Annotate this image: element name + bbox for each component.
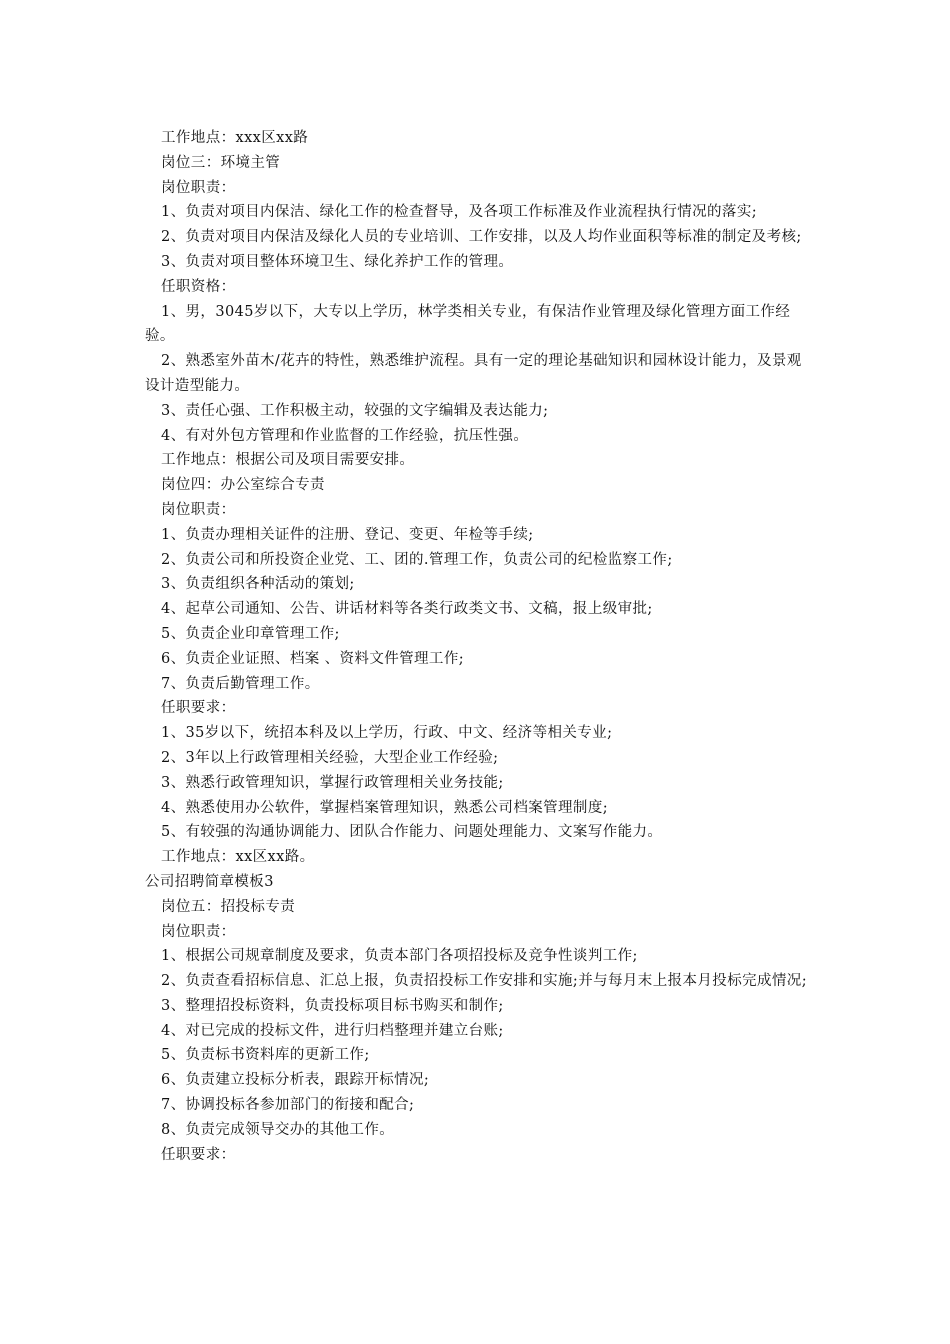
requirements-heading: 任职要求： <box>161 1146 236 1163</box>
duty-item: 4、起草公司通知、公告、讲话材料等各类行政类文书、文稿，报上级审批; <box>161 601 653 618</box>
work-location-line: 工作地点：xx区xx路。 <box>161 849 315 866</box>
qualification-item: 4、有对外包方管理和作业监督的工作经验，抗压性强。 <box>161 427 529 444</box>
document-body <box>145 126 810 1167</box>
work-location-line: 工作地点：xxx区xx路 <box>161 130 309 146</box>
qualification-item: 2、熟悉室外苗木/花卉的特性，熟悉维护流程。具有一定的理论基础知识和园林设计能力，及景观设计造型能力。 <box>145 353 802 394</box>
duty-item: 1、根据公司规章制度及要求，负责本部门各项招投标及竞争性谈判工作; <box>161 948 638 965</box>
duty-item: 3、负责对项目整体环境卫生、绿化养护工作的管理。 <box>161 253 514 270</box>
requirements-heading: 任职要求： <box>161 700 236 717</box>
duty-item: 1、负责办理相关证件的注册、登记、变更、年检等手续; <box>161 526 534 543</box>
requirement-item: 1、35岁以下，统招本科及以上学历，行政、中文、经济等相关专业; <box>161 725 613 742</box>
duties-heading: 岗位职责： <box>161 179 236 196</box>
qualification-item: 3、责任心强、工作积极主动，较强的文字编辑及表达能力; <box>161 402 549 419</box>
duty-item: 3、负责组织各种活动的策划; <box>161 576 355 593</box>
duty-item: 2、负责查看招标信息、汇总上报，负责招投标工作安排和实施;并与每月末上报本月投标完成情况; <box>161 973 807 990</box>
duty-item: 1、负责对项目内保洁、绿化工作的检查督导，及各项工作标准及作业流程执行情况的落实; <box>161 204 758 221</box>
duty-item: 2、负责公司和所投资企业党、工、团的.管理工作，负责公司的纪检监察工作; <box>161 551 673 568</box>
qualifications-heading: 任职资格： <box>161 278 236 295</box>
duty-item: 6、负责企业证照、档案 、资料文件管理工作; <box>161 650 465 667</box>
requirement-item: 4、熟悉使用办公软件，掌握档案管理知识，熟悉公司档案管理制度; <box>161 799 609 816</box>
work-location-line: 工作地点：根据公司及项目需要安排。 <box>161 452 415 469</box>
template-heading: 公司招聘简章模板3 <box>145 873 274 890</box>
position-five-title: 岗位五：招投标专责 <box>161 898 296 915</box>
duty-item: 8、负责完成领导交办的其他工作。 <box>161 1121 395 1138</box>
duty-item: 6、负责建立投标分析表，跟踪开标情况; <box>161 1072 430 1089</box>
duty-item: 2、负责对项目内保洁及绿化人员的专业培训、工作安排，以及人均作业面积等标准的制定及考核; <box>161 229 802 246</box>
requirement-item: 5、有较强的沟通协调能力、团队合作能力、问题处理能力、文案写作能力。 <box>161 824 663 841</box>
duty-item: 5、负责企业印章管理工作; <box>161 625 340 642</box>
requirement-item: 3、熟悉行政管理知识，掌握行政管理相关业务技能; <box>161 774 504 791</box>
duty-item: 7、负责后勤管理工作。 <box>161 675 320 692</box>
duties-heading: 岗位职责： <box>161 501 236 518</box>
requirement-item: 2、3年以上行政管理相关经验，大型企业工作经验; <box>161 749 499 766</box>
duty-item: 5、负责标书资料库的更新工作; <box>161 1047 370 1064</box>
duty-item: 7、协调投标各参加部门的衔接和配合; <box>161 1097 415 1114</box>
position-four-title: 岗位四：办公室综合专责 <box>161 477 325 494</box>
position-three-title: 岗位三：环境主管 <box>161 154 281 171</box>
duties-heading: 岗位职责： <box>161 923 236 940</box>
duty-item: 4、对已完成的投标文件，进行归档整理并建立台账; <box>161 1022 504 1039</box>
qualification-item: 1、男，3045岁以下，大专以上学历，林学类相关专业，有保洁作业管理及绿化管理方面工作经验。 <box>145 303 791 345</box>
duty-item: 3、整理招投标资料，负责投标项目标书购买和制作; <box>161 997 504 1014</box>
